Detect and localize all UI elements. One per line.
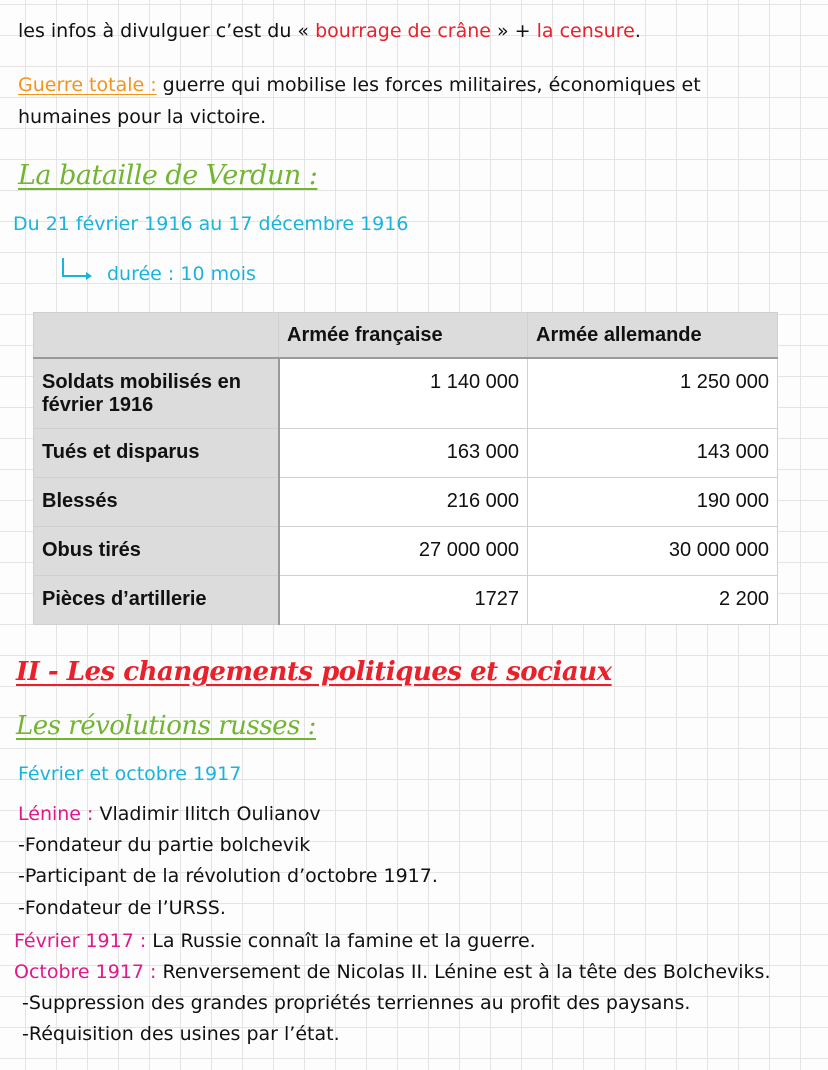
verdun-heading: La bataille de Verdun : xyxy=(18,160,318,191)
list-item: -Participant de la révolution d’octobre 1917. xyxy=(18,865,438,887)
table-row xyxy=(34,428,778,477)
cell-france: 1727 xyxy=(279,575,528,624)
fevrier-line: Février 1917 : La Russie connaît la famine et la guerre. xyxy=(14,930,536,952)
row-label: Blessés xyxy=(34,477,279,526)
row-label: Obus tirés xyxy=(34,526,279,575)
list-item: -Suppression des grandes propriétés terriennes au profit des paysans. xyxy=(22,992,691,1014)
lenine-line: Lénine : Vladimir Ilitch Oulianov xyxy=(18,803,321,825)
guerre-totale-term: Guerre totale : xyxy=(18,74,157,96)
cell-allemagne: 143 000 xyxy=(528,428,778,477)
row-label: Soldats mobilisés en février 1916 xyxy=(34,358,279,428)
verdun-table xyxy=(33,312,778,625)
guerre-totale-definition-cont: humaines pour la victoire. xyxy=(18,106,267,128)
verdun-dates: Du 21 février 1916 au 17 décembre 1916 xyxy=(13,213,409,235)
row-label: Pièces d’artillerie xyxy=(34,575,279,624)
censure-term: la censure xyxy=(536,20,635,42)
cell-allemagne: 2 200 xyxy=(528,575,778,624)
table-row xyxy=(34,477,778,526)
revolutions-dates: Février et octobre 1917 xyxy=(18,763,242,785)
revolutions-heading: Les révolutions russes : xyxy=(16,711,316,741)
lenine-label: Lénine : xyxy=(18,803,94,825)
arrow-icon xyxy=(60,256,100,284)
table-row xyxy=(34,358,778,428)
cell-france: 163 000 xyxy=(279,428,528,477)
cell-france: 27 000 000 xyxy=(279,526,528,575)
row-label: Tués et disparus xyxy=(34,428,279,477)
fevrier-label: Février 1917 : xyxy=(14,930,147,952)
cell-allemagne: 1 250 000 xyxy=(528,358,778,428)
list-item: -Fondateur du partie bolchevik xyxy=(18,834,311,856)
cell-france: 1 140 000 xyxy=(279,358,528,428)
intro-line: les infos à divulguer c’est du « bourrage de crâne » + la censure. xyxy=(18,20,641,42)
column-header-france: Armée française xyxy=(279,313,528,359)
table-corner xyxy=(34,313,279,359)
verdun-duration: durée : 10 mois xyxy=(107,263,256,285)
table-row xyxy=(34,526,778,575)
guerre-totale-definition: Guerre totale : guerre qui mobilise les forces militaires, économiques et xyxy=(18,74,701,96)
cell-france: 216 000 xyxy=(279,477,528,526)
octobre-label: Octobre 1917 : xyxy=(14,961,157,983)
column-header-allemagne: Armée allemande xyxy=(528,313,778,359)
octobre-line: Octobre 1917 : Renversement de Nicolas II. Lénine est à la tête des Bolcheviks. xyxy=(14,961,771,983)
section2-heading: II - Les changements politiques et sociaux xyxy=(16,657,612,687)
list-item: -Réquisition des usines par l’état. xyxy=(22,1023,340,1045)
list-item: -Fondateur de l’URSS. xyxy=(18,897,226,919)
bourrage-term: bourrage de crâne xyxy=(315,20,491,42)
cell-allemagne: 30 000 000 xyxy=(528,526,778,575)
table-row xyxy=(34,575,778,624)
cell-allemagne: 190 000 xyxy=(528,477,778,526)
